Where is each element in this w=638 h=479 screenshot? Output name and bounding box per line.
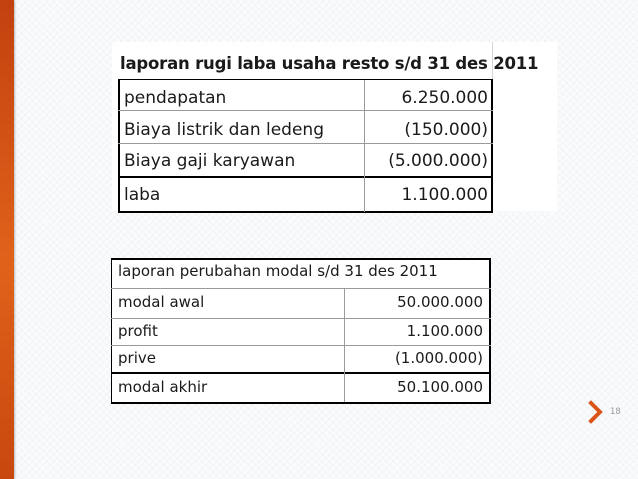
row-value-profit: 1.100.000 bbox=[406, 322, 483, 340]
row-label-pendapatan: pendapatan bbox=[124, 88, 227, 108]
row-divider bbox=[111, 318, 491, 319]
row-label-modal-akhir: modal akhir bbox=[118, 378, 208, 396]
row-label-biaya-gaji: Biaya gaji karyawan bbox=[124, 151, 296, 171]
row-value-pendapatan: 6.250.000 bbox=[401, 88, 488, 108]
row-divider bbox=[111, 345, 491, 346]
row-label-prive: prive bbox=[118, 349, 156, 367]
row-divider bbox=[111, 288, 491, 289]
slide-accent-bar bbox=[0, 0, 14, 479]
row-label-laba: laba bbox=[124, 185, 161, 205]
income-statement-table bbox=[112, 42, 557, 211]
total-divider bbox=[111, 372, 491, 374]
row-divider bbox=[118, 143, 493, 144]
row-value-prive: (1.000.000) bbox=[394, 349, 483, 367]
row-value-modal-akhir: 50.100.000 bbox=[397, 378, 483, 396]
row-value-biaya-listrik: (150.000) bbox=[404, 120, 488, 140]
income-statement-title: laporan rugi laba usaha resto s/d 31 des 2011 bbox=[120, 54, 539, 73]
row-divider bbox=[118, 110, 493, 111]
row-label-modal-awal: modal awal bbox=[118, 293, 205, 311]
row-value-biaya-gaji: (5.000.000) bbox=[388, 151, 488, 171]
row-label-profit: profit bbox=[118, 322, 158, 340]
column-divider bbox=[344, 288, 345, 402]
column-divider bbox=[364, 80, 365, 212]
row-value-modal-awal: 50.000.000 bbox=[397, 293, 483, 311]
equity-statement-title: laporan perubahan modal s/d 31 des 2011 bbox=[118, 262, 438, 280]
total-divider bbox=[118, 176, 493, 178]
row-value-laba: 1.100.000 bbox=[401, 185, 488, 205]
chevron-right-icon[interactable] bbox=[587, 400, 605, 424]
row-label-biaya-listrik: Biaya listrik dan ledeng bbox=[124, 120, 324, 140]
equity-statement-table bbox=[111, 258, 491, 404]
page-number: 18 bbox=[610, 407, 621, 417]
